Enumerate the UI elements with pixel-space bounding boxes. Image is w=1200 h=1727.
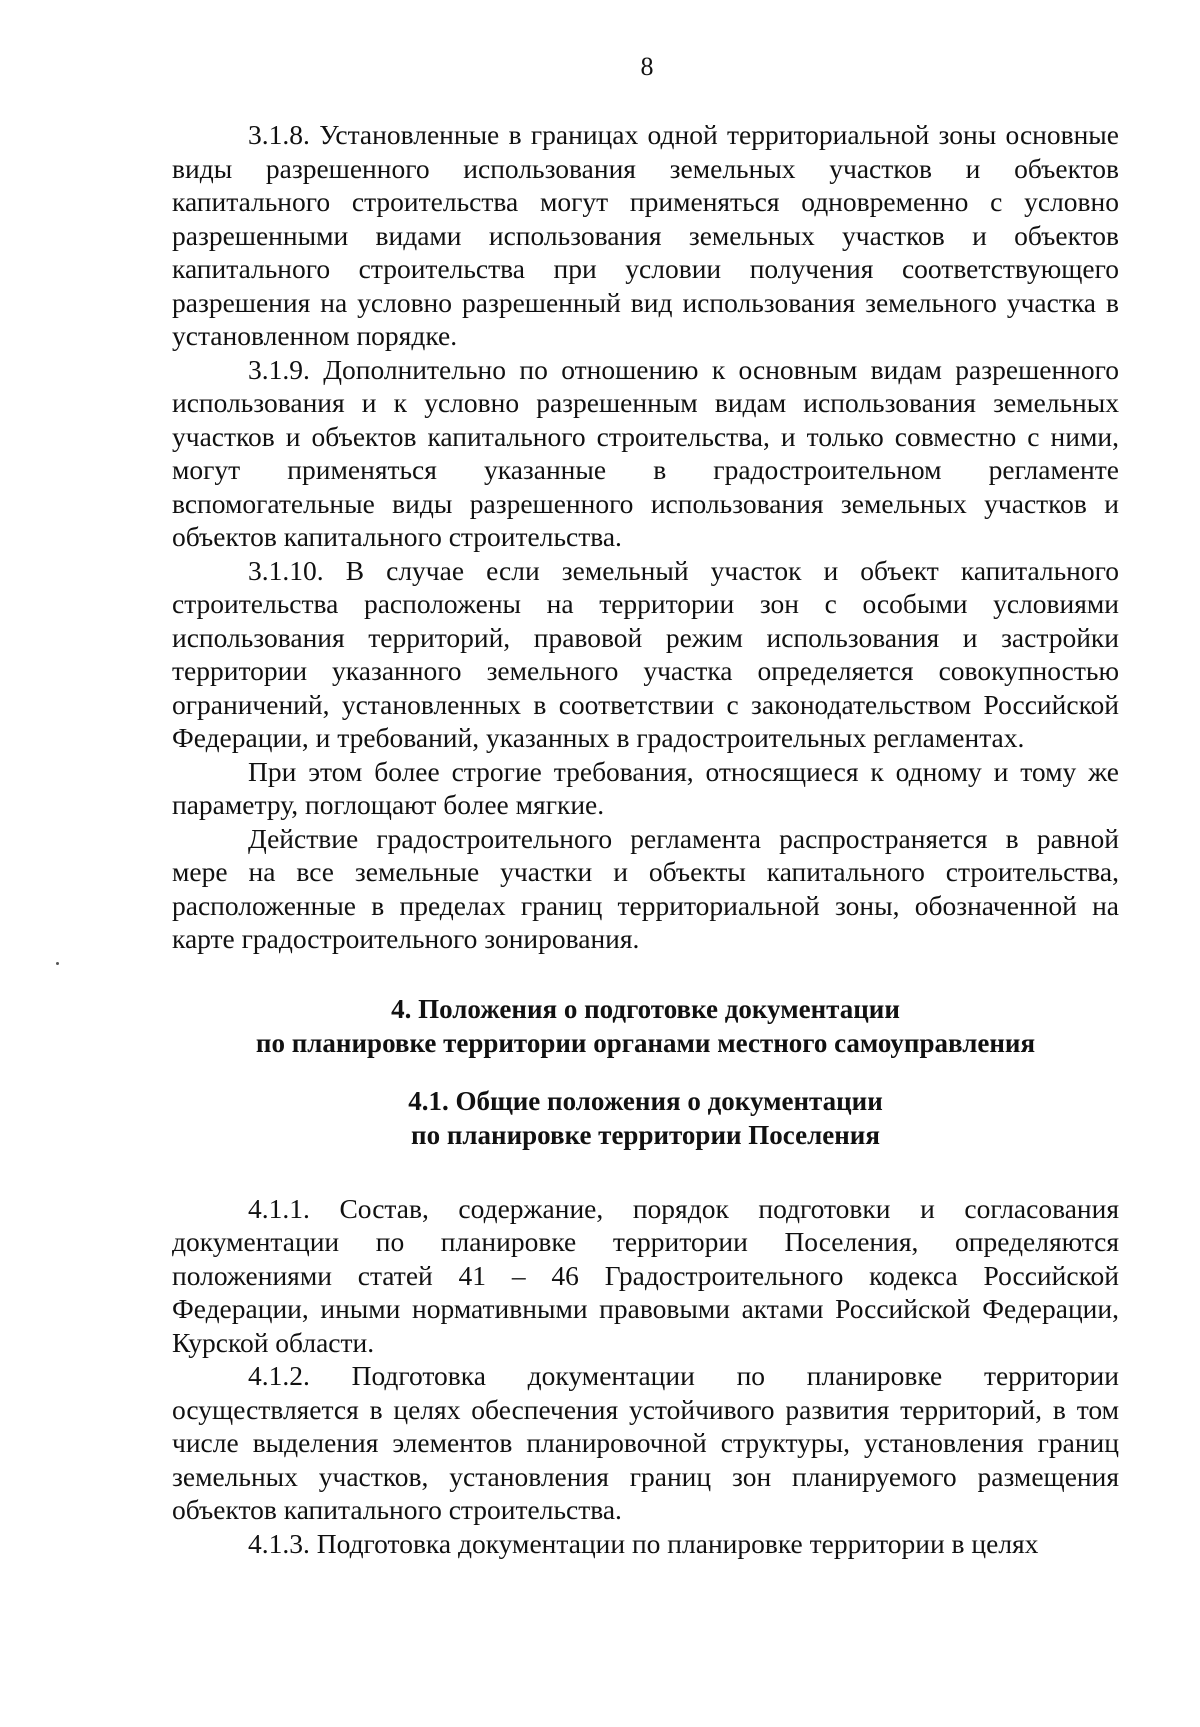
section-heading-line-2: по планировке территории органами местного самоуправления	[255, 1027, 1036, 1058]
subsection-heading-line-2: по планировке территории Поселения	[411, 1119, 880, 1150]
paragraph-strict-requirements: При этом более строгие требования, относящиеся к одному и тому же параметру, поглощают более мягкие.	[172, 755, 1119, 820]
paragraph-4-1-2: 4.1.2. Подготовка документации по планировке территории осуществляется в целях обеспечения устойчивого развития территорий, в том числе выделения элементов планировочной структуры, установления границ земельных участков, установления границ зон планируемого размещения объектов капитального строительства.	[172, 1360, 1119, 1525]
subsection-heading-line-1: 4.1. Общие положения о документации	[408, 1085, 883, 1116]
subsection-heading	[172, 1084, 1119, 1152]
paragraph-4-1-3: 4.1.3. Подготовка документации по планировке территории в целях	[248, 1527, 1039, 1559]
scan-speck	[56, 962, 59, 965]
paragraph-3-1-9: 3.1.9. Дополнительно по отношению к основным видам разрешенного использования и к условно разрешенным видам использования земельных участков и объектов капитального строительства, и только совместно с ними, могут применяться указанные в градостроительном регламенте вспомогательные виды разрешенного использования земельных участков и объектов капитального строительства.	[172, 353, 1119, 552]
document-body	[172, 118, 1119, 1560]
section-heading-line-1: 4. Положения о подготовке документации	[391, 993, 900, 1024]
paragraph-3-1-10: 3.1.10. В случае если земельный участок и объект капитального строительства расположены на территории зон с особыми условиями использования территорий, правовой режим использования и застройки территории указанного земельного участка определяется совокупностью ограничений, установленных в соответствии с законодательством Российской Федерации, и требований, указанных в градостроительных регламентах.	[172, 554, 1119, 753]
paragraph-4-1-1: 4.1.1. Состав, содержание, порядок подготовки и согласования документации по планировке территории Поселения, определяются положениями статей 41 – 46 Градостроительного кодекса Российской Федерации, иными нормативными правовыми актами Российской Федерации, Курской области.	[172, 1192, 1119, 1358]
paragraph-regulation-scope: Действие градостроительного регламента распространяется в равной мере на все земельные участки и объекты капитального строительства, расположенные в пределах границ территориальной зоны, обозначенной на карте градостроительного зонирования.	[172, 822, 1119, 954]
section-heading	[172, 992, 1119, 1060]
page-number: 8	[640, 52, 654, 81]
paragraph-3-1-8: 3.1.8. Установленные в границах одной территориальной зоны основные виды разрешенного использования земельных участков и объектов капитального строительства могут применяться одновременно с условно разрешенными видами использования земельных участков и объектов капитального строительства при условии получения соответствующего разрешения на условно разрешенный вид использования земельного участка в установленном порядке.	[172, 119, 1119, 351]
